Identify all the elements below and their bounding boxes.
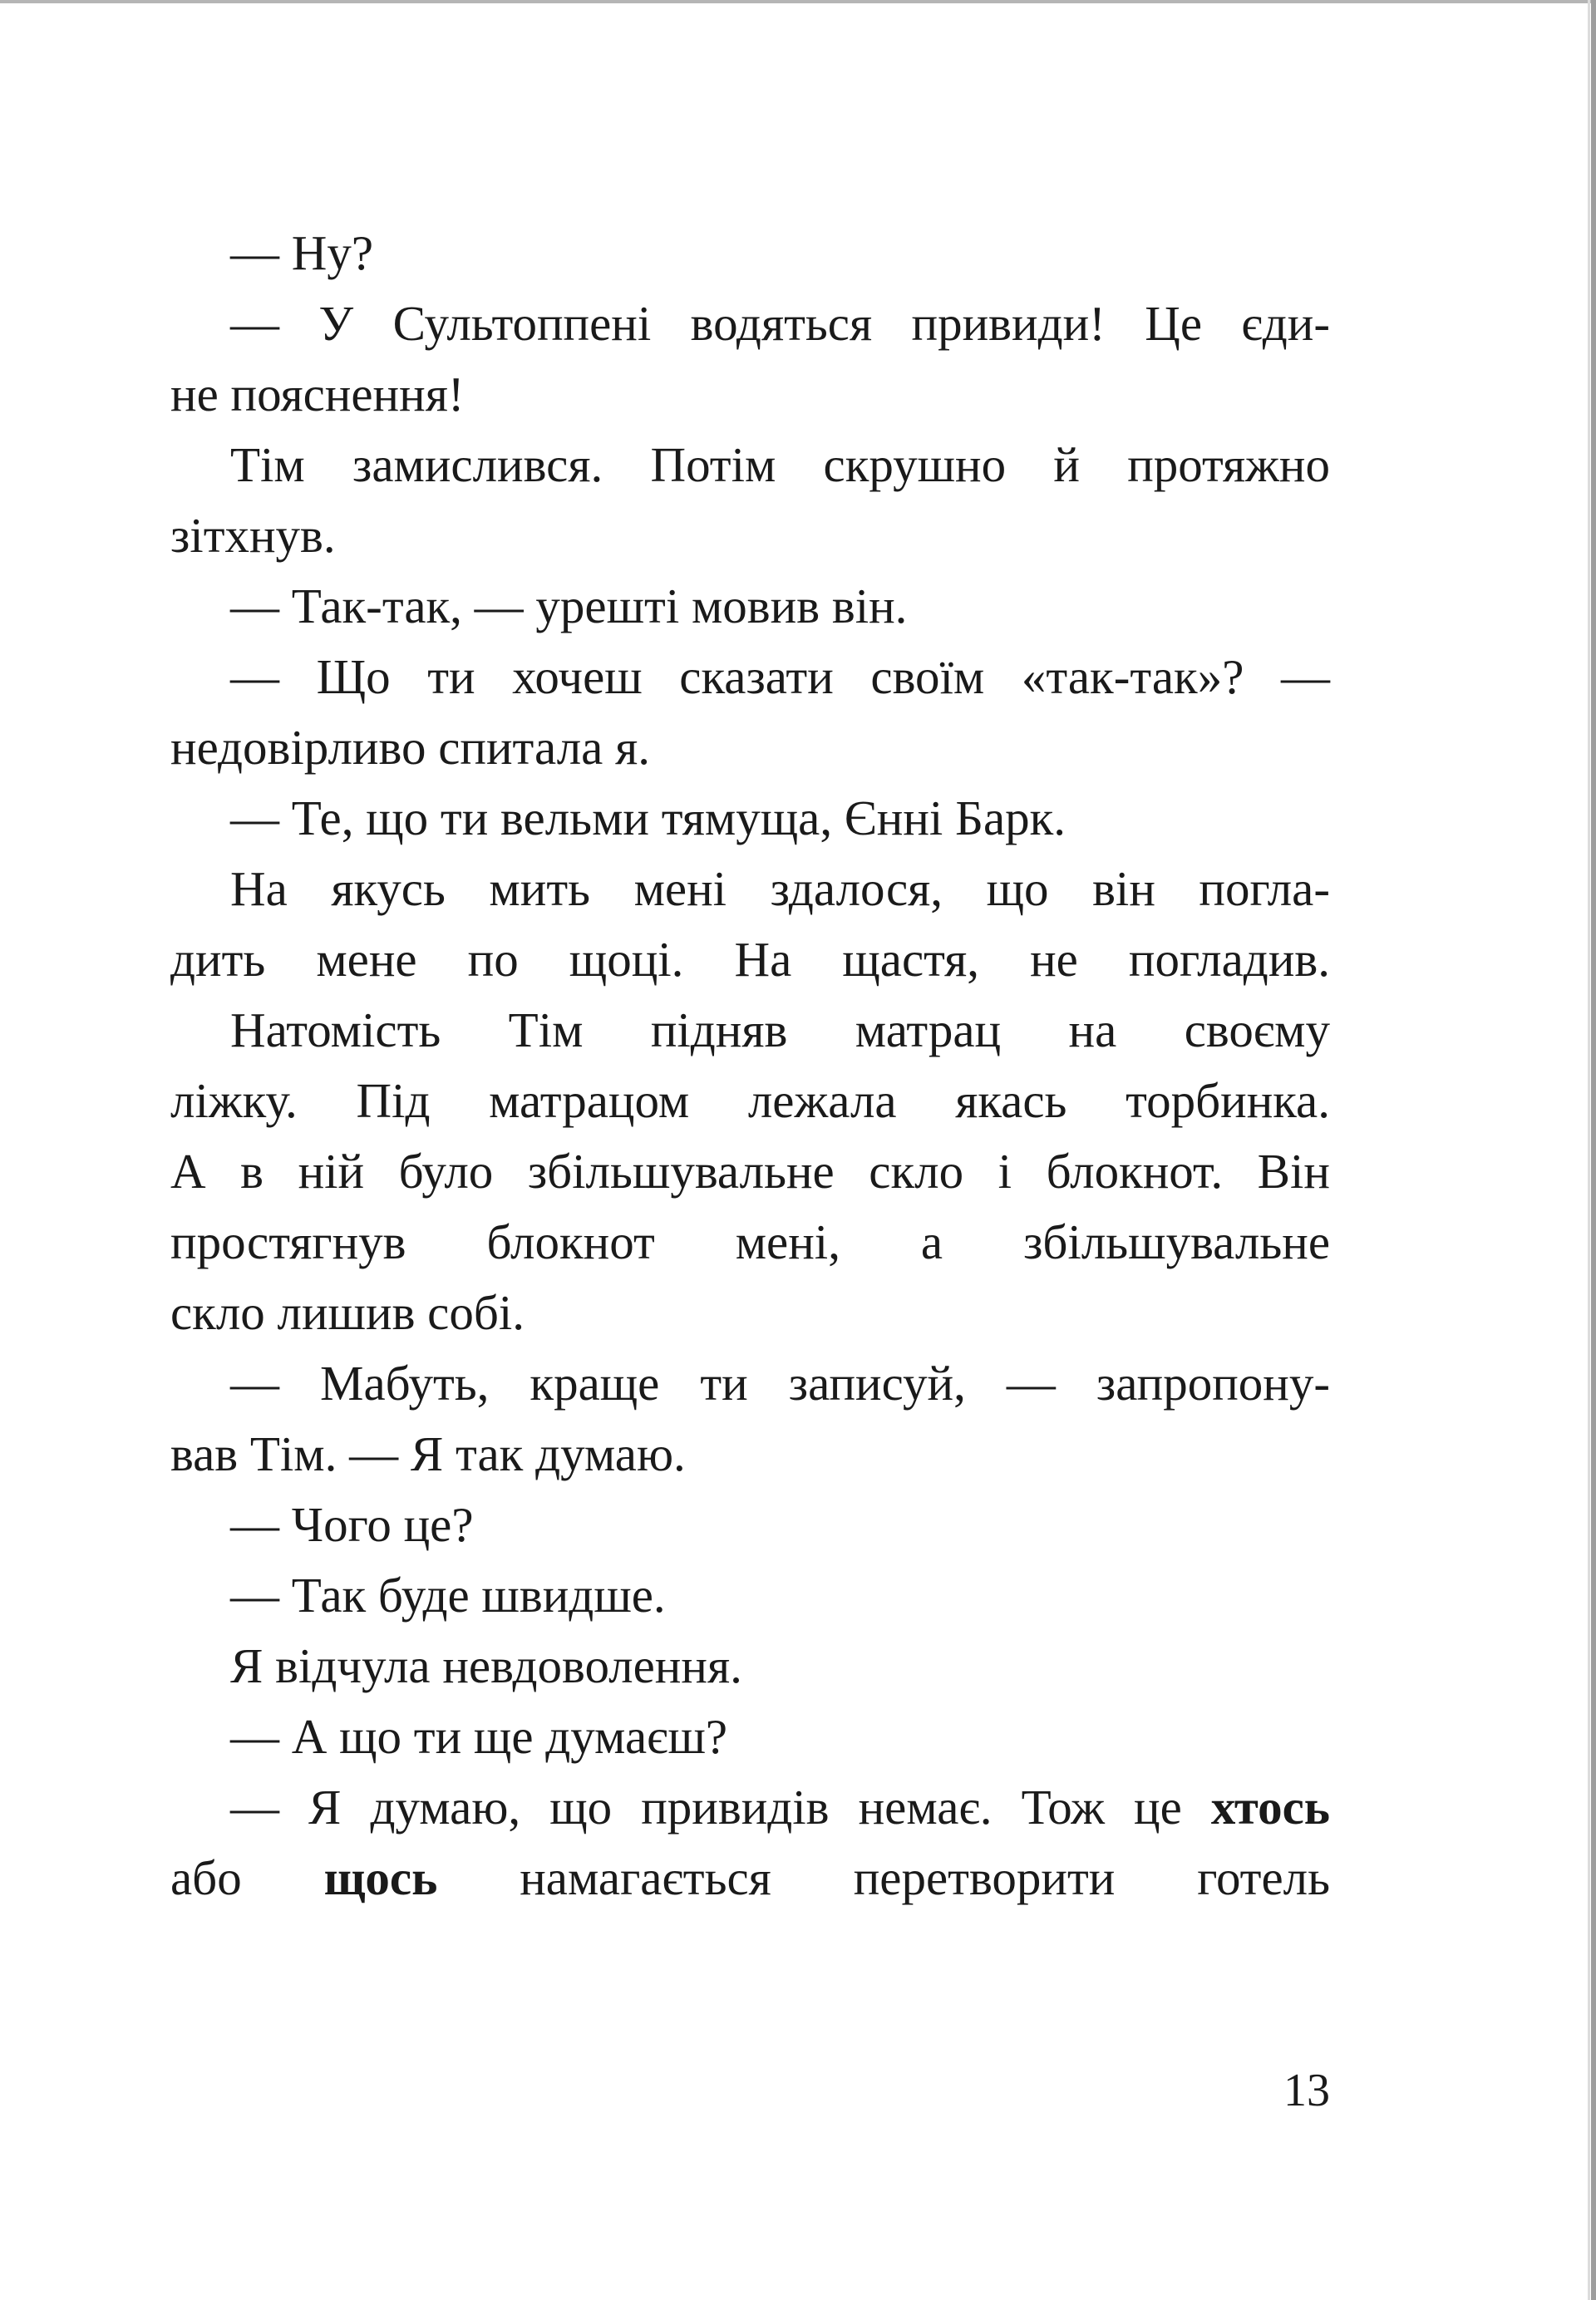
text-line: не пояснення!: [170, 367, 465, 421]
page-number: 13: [1283, 2065, 1330, 2116]
page-right-shadow: [1588, 0, 1590, 2300]
text-line: — А що ти ще думаєш?: [230, 1709, 728, 1764]
text-line: [170, 1843, 1330, 1913]
text-line: скло лишив собі.: [170, 1285, 525, 1340]
text-line: На якусь мить мені здалося, що він погла-: [230, 861, 1330, 916]
text-line: дить мене по щоці. На щастя, не погладив.: [170, 932, 1330, 987]
text-line: Тім замислився. Потім скрушно й протяжно: [230, 437, 1330, 492]
text-line: вав Тім. — Я так думаю.: [170, 1426, 686, 1481]
text-line: простягнув блокнот мені, а збільшувальне: [170, 1214, 1330, 1269]
emphasis-word: хтось: [1210, 1780, 1330, 1835]
text-line: Натомість Тім підняв матрац на своєму: [230, 1002, 1330, 1057]
text-line: — Так-так, — урешті мовив він.: [230, 579, 908, 633]
text-line: — Так буде швидше.: [230, 1568, 666, 1623]
text-line: — Те, що ти вельми тямуща, Єнні Барк.: [230, 790, 1066, 845]
text-line: — У Сультоппені водяться привиди! Це єди-: [230, 296, 1330, 351]
text-line: Я відчула невдоволення.: [230, 1638, 742, 1693]
text-line: недовірливо спитала я.: [170, 720, 651, 775]
text-segment: намагається перетворити готель: [437, 1850, 1330, 1905]
page-top-border: [0, 0, 1596, 3]
emphasis-word: щось: [323, 1850, 438, 1905]
text-line: зітхнув.: [170, 508, 336, 563]
body-text: [170, 218, 1330, 1913]
text-line: — Що ти хочеш сказати своїм «так-так»? —: [230, 649, 1330, 704]
text-line: — Чого це?: [230, 1497, 474, 1552]
text-segment: — Я думаю, що привидів немає. Тож це: [230, 1780, 1211, 1835]
text-line: — Ну?: [230, 225, 374, 280]
text-segment: або: [170, 1850, 324, 1905]
page-right-border: [1591, 0, 1596, 2300]
text-line: ліжку. Під матрацом лежала якась торбинка.: [170, 1073, 1330, 1128]
text-line: А в ній було збільшувальне скло і блокнот. Він: [170, 1144, 1330, 1199]
text-line: — Мабуть, краще ти записуй, — запропону-: [230, 1356, 1330, 1411]
text-line: [170, 1772, 1330, 1843]
